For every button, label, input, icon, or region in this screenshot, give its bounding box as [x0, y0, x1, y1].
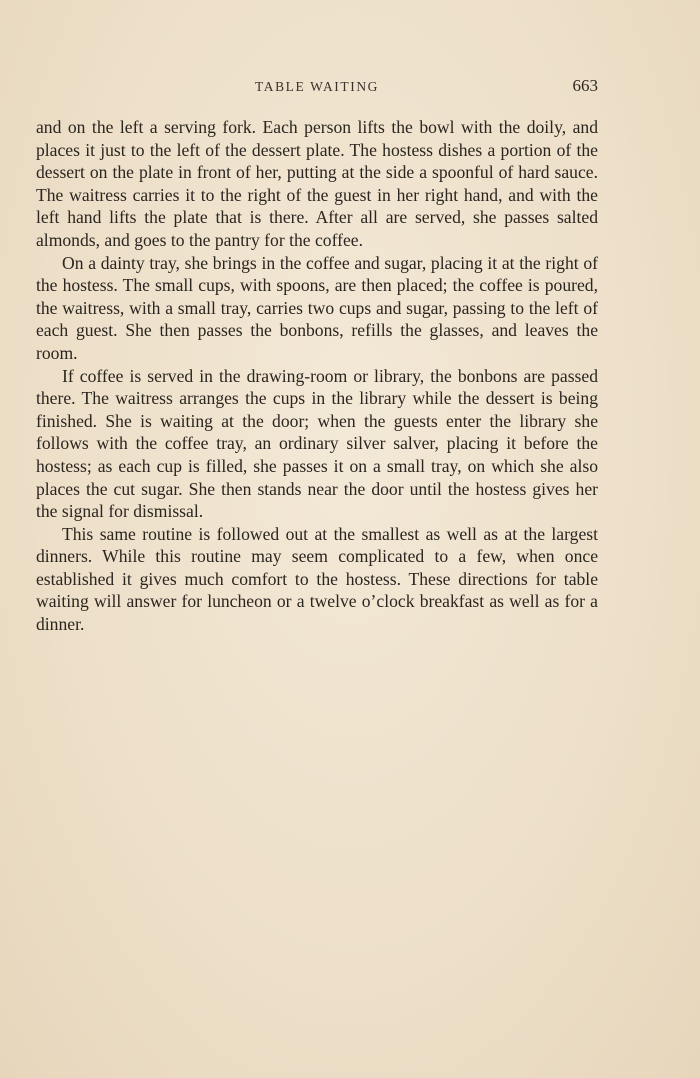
- paragraph: If coffee is served in the drawing-room or library, the bonbons are passed there. The waitress arranges the cups in the library while the dessert is being finished. She is waiting at the door; when the guests enter the library she follows with the coffee tray, an ordinary silver salver, placing it before the hostess; as each cup is filled, she passes it on a small tray, on which she also places the cut sugar. She then stands near the door until the hostess gives her the signal for dismissal.: [36, 365, 598, 522]
- paragraph: This same routine is followed out at the smallest as well as at the largest dinners. While this routine may seem complicated to a few, when once established it gives much comfort to the hostess. These directions for table waiting will answer for luncheon or a twelve o’clock breakfast as well as for a dinner.: [36, 523, 598, 635]
- body-text: [36, 116, 598, 636]
- running-title: TABLE WAITING: [254, 79, 380, 94]
- page-number: 663: [572, 76, 598, 95]
- paragraph: On a dainty tray, she brings in the coffee and sugar, placing it at the right of the hostess. The small cups, with spoons, are then placed; the coffee is poured, the waitress, with a small tray, carries two cups and sugar, passing to the left of each guest. She then passes the bonbons, refills the glasses, and leaves the room.: [36, 252, 598, 363]
- paragraph: and on the left a serving fork. Each person lifts the bowl with the doily, and places it just to the left of the dessert plate. The hostess dishes a portion of the dessert on the plate in front of her, putting at the side a spoonful of hard sauce. The waitress carries it to the right of the guest in her right hand, and with the left hand lifts the plate that is there. After all are served, she passes salted almonds, and goes to the pantry for the coffee.: [36, 117, 598, 250]
- running-head: [36, 76, 598, 98]
